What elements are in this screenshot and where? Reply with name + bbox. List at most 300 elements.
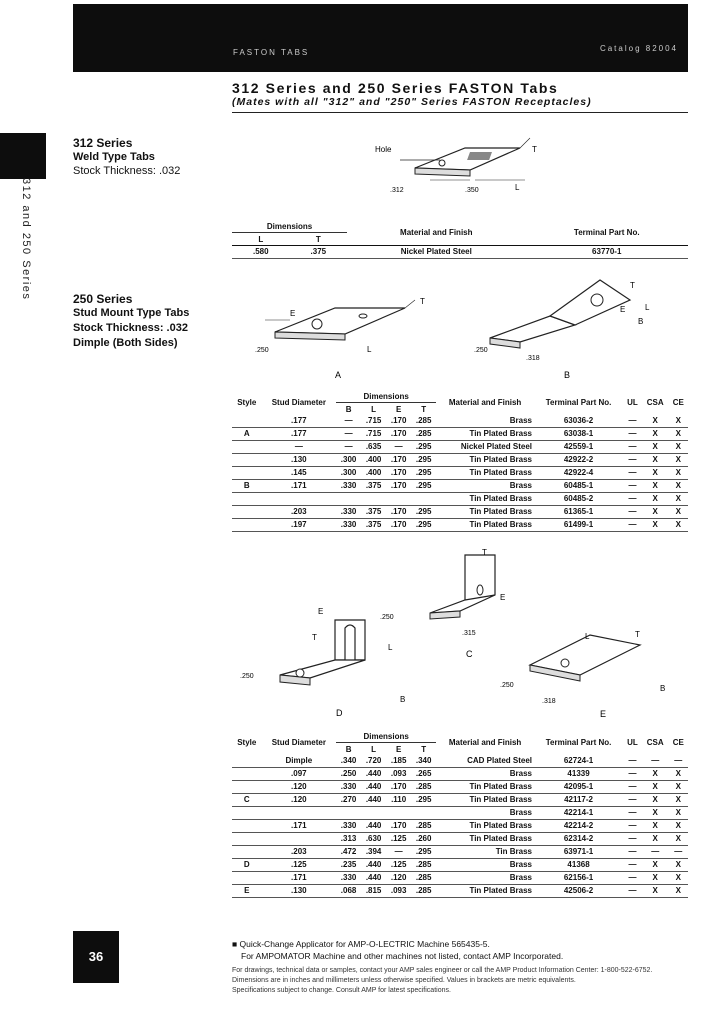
table-row [232,768,688,781]
cell-l: .440 [361,781,386,794]
cell-m1: — [623,506,642,519]
fig-e-t: T [635,630,640,639]
cell-b [336,807,361,820]
cell-m2: — [642,755,669,768]
cell-style: C [232,794,262,807]
fig-a-e: E [290,309,296,318]
section-250-type: Stud Mount Type Tabs [73,307,190,319]
cell-m1: — [623,781,642,794]
cell-m3: X [669,872,688,885]
cell-l: .394 [361,846,386,859]
cell-m1: — [623,519,642,532]
table-row [232,885,688,898]
cell-t: .295 [411,480,436,493]
cell-stud: .197 [262,519,336,532]
th-dimensions: Dimensions [232,220,347,233]
cell-m2: X [642,415,669,428]
cell-style [232,820,262,833]
cell-material: Nickel Plated Steel [436,441,534,454]
side-label: 312 and 250 Series [20,178,32,301]
fig-e-l: L [585,632,590,641]
table-row [232,441,688,454]
cell-style: E [232,885,262,898]
cell-stud: .120 [262,794,336,807]
title-divider [232,112,688,113]
section-250-heading: 250 Series [73,292,133,306]
th-ul: UL [627,398,638,407]
table-row [232,480,688,493]
cell-l: .440 [361,768,386,781]
fig-e-250: .250 [500,682,514,689]
cell-t: .285 [411,859,436,872]
cell-stud: .120 [262,781,336,794]
cell-m1: — [623,833,642,846]
cell-t: .295 [411,454,436,467]
th-ul: UL [627,738,638,747]
fig-b-e: E [620,305,626,314]
table-250-a-b [232,390,688,532]
section-312-heading: 312 Series [73,136,133,150]
cell-l: .440 [361,820,386,833]
cell-m3: X [669,833,688,846]
cell-e: .170 [386,428,411,441]
cell-m3: X [669,441,688,454]
cell-part: 61365-1 [534,506,623,519]
cell-m3: X [669,807,688,820]
cell-b: — [336,428,361,441]
cell-e: .170 [386,781,411,794]
fig-d-l: L [388,643,393,652]
cell-stud: Dimple [262,755,336,768]
fig-d-label: D [336,708,343,718]
cell-material: Tin Plated Brass [436,781,534,794]
cell-m1: — [623,885,642,898]
cell-m3: X [669,859,688,872]
cell-t: .260 [411,833,436,846]
fig-d-e: E [318,607,324,616]
cell-b: .300 [336,454,361,467]
cell-material: CAD Plated Steel [436,755,534,768]
cell-l: .440 [361,794,386,807]
cell-m2: X [642,493,669,506]
cell-material: Tin Plated Brass [436,519,534,532]
cell-e: .110 [386,794,411,807]
cell-m1: — [623,454,642,467]
cell-t: .265 [411,768,436,781]
fig-b-label: B [564,370,571,380]
cell-m2: — [642,846,669,859]
th-t: T [315,234,321,244]
cell-t [411,493,436,506]
cell-m3: X [669,415,688,428]
cell-stud [262,807,336,820]
cell-material: Tin Plated Brass [436,885,534,898]
cell-m2: X [642,807,669,820]
cell-b: .330 [336,872,361,885]
section-250-thickness: Stock Thickness: .032 [73,322,188,334]
cell-e: .170 [386,415,411,428]
cell-part: 63770-1 [525,246,688,259]
cell-m3: X [669,885,688,898]
cell-b: — [336,441,361,454]
cell-m1: — [623,807,642,820]
cell-stud: .177 [262,415,336,428]
cell-b: .330 [336,820,361,833]
cell-stud: .171 [262,872,336,885]
cell-m3: X [669,506,688,519]
cell-e: .170 [386,467,411,480]
footnote-2: For AMPOMATOR Machine and other machines not listed, contact AMP Incorporated. [241,951,564,961]
th-ce: CE [672,398,684,407]
fine-print-2: Dimensions are in inches and millimeters unless otherwise specified. Values in brackets are metric equivalents. [232,977,576,984]
table-row [232,859,688,872]
page-subtitle: (Mates with all "312" and "250" Series FASTON Receptacles) [232,96,592,108]
table-row [232,781,688,794]
cell-m2: X [642,872,669,885]
cell-material: Tin Plated Brass [436,820,534,833]
cell-l: .715 [361,428,386,441]
cell-l: .630 [361,833,386,846]
table-row [232,755,688,768]
cell-m3: — [669,846,688,859]
cell-m2: X [642,833,669,846]
cell-e: — [386,846,411,859]
weld-l-label: L [515,183,520,192]
table-row [232,794,688,807]
cell-style [232,506,262,519]
cell-b: .340 [336,755,361,768]
table-row [232,415,688,428]
th-style: Style [237,398,257,407]
cell-stud [262,493,336,506]
cell-material: Brass [436,480,534,493]
cell-e: .170 [386,506,411,519]
cell-t: .295 [411,794,436,807]
cell-style [232,755,262,768]
cell-part: 63036-2 [534,415,623,428]
cell-stud [262,833,336,846]
cell-l: .400 [361,467,386,480]
cell-m2: X [642,768,669,781]
cell-m2: X [642,519,669,532]
cell-t: .285 [411,885,436,898]
cell-b [336,493,361,506]
table-row [232,846,688,859]
table-row [232,506,688,519]
th-style: Style [237,738,257,747]
cell-material: Tin Brass [436,846,534,859]
cell-m3: X [669,794,688,807]
cell-t: .285 [411,820,436,833]
cell-part: 63038-1 [534,428,623,441]
cell-e: .170 [386,820,411,833]
cell-m2: X [642,781,669,794]
fine-print-1: For drawings, technical data or samples, contact your AMP sales engineer or call the AMP Product Information Center: 1-800-522-6752. [232,967,653,974]
cell-m3: X [669,493,688,506]
cell-part: 42095-1 [534,781,623,794]
cell-t: .285 [411,781,436,794]
table-row [232,820,688,833]
th-e: E [395,744,402,754]
cell-material: Tin Plated Brass [436,833,534,846]
th-part: Terminal Part No. [545,738,612,747]
cell-stud: .125 [262,859,336,872]
cell-m2: X [642,885,669,898]
cell-e: .093 [386,885,411,898]
fig-e-label: E [600,709,607,719]
cell-b: .472 [336,846,361,859]
cell-style [232,833,262,846]
fine-print-3: Specifications subject to change. Consult AMP for latest specifications. [232,987,451,994]
cell-m1: — [623,794,642,807]
stud-tab-b-drawing [460,270,660,380]
cell-part: 63971-1 [534,846,623,859]
fig-c-315: .315 [462,630,476,637]
stud-tab-a-drawing [255,290,435,380]
th-t: T [421,744,427,754]
cell-e: .120 [386,872,411,885]
cell-style [232,415,262,428]
section-250-dimple: Dimple (Both Sides) [73,337,178,349]
stud-tab-e-drawing [490,625,680,720]
cell-l: .375 [361,519,386,532]
cell-m1: — [623,755,642,768]
cell-b: .313 [336,833,361,846]
cell-material: Tin Plated Brass [436,493,534,506]
cell-part: 62156-1 [534,872,623,885]
cell-style [232,519,262,532]
cell-style [232,441,262,454]
cell-part: 42117-2 [534,794,623,807]
cell-m1: — [623,415,642,428]
cell-material: Brass [436,768,534,781]
fig-a-t: T [420,297,425,306]
th-material: Material and Finish [448,738,522,747]
cell-style [232,493,262,506]
cell-part: 42214-2 [534,820,623,833]
table-row [232,519,688,532]
cell-m1: — [623,820,642,833]
cell-stud: .171 [262,820,336,833]
th-material: Material and Finish [400,228,473,237]
th-l: L [258,234,264,244]
table-250-c-d-e [232,730,688,898]
cell-stud: .130 [262,885,336,898]
cell-material: Tin Plated Brass [436,794,534,807]
cell-l: .720 [361,755,386,768]
cell-l: .440 [361,872,386,885]
fig-c-label: C [466,649,473,659]
weld-t-label: T [532,145,537,154]
cell-m2: X [642,441,669,454]
fig-d-b: B [400,695,406,704]
cell-l: .635 [361,441,386,454]
table-row [232,872,688,885]
cell-material: Brass [436,807,534,820]
th-dimensions: Dimensions [336,390,436,403]
section-312-thickness: Stock Thickness: .032 [73,165,181,177]
cell-l: .375 [361,480,386,493]
cell-m1: — [623,859,642,872]
th-csa: CSA [646,398,664,407]
cell-l: .580 [232,246,290,259]
cell-stud: .203 [262,506,336,519]
cell-style [232,768,262,781]
cell-b: .270 [336,794,361,807]
cell-t: .285 [411,415,436,428]
section-312-type: Weld Type Tabs [73,151,155,163]
cell-e [386,807,411,820]
cell-b: .330 [336,506,361,519]
fig-e-318: .318 [542,698,556,705]
cell-t: .295 [411,519,436,532]
header-left-text: FASTON TABS [233,48,310,57]
cell-part: 42922-4 [534,467,623,480]
cell-b: .330 [336,480,361,493]
th-b: B [345,744,352,754]
cell-m1: — [623,768,642,781]
th-l: L [371,744,377,754]
cell-material: Tin Plated Brass [436,467,534,480]
fig-b-b: B [638,317,644,326]
cell-m1: — [623,480,642,493]
cell-part: 60485-1 [534,480,623,493]
cell-m3: X [669,480,688,493]
weld-hole-label: Hole [375,145,392,154]
cell-l [361,493,386,506]
cell-m2: X [642,506,669,519]
cell-b: .330 [336,519,361,532]
cell-b: .300 [336,467,361,480]
page-title: 312 Series and 250 Series FASTON Tabs [232,80,559,96]
th-e: E [395,404,402,414]
fig-d-t: T [312,633,317,642]
cell-e: .185 [386,755,411,768]
table-row [232,833,688,846]
cell-m2: X [642,480,669,493]
cell-b: .330 [336,781,361,794]
cell-material: Brass [436,859,534,872]
cell-b: — [336,415,361,428]
cell-m2: X [642,820,669,833]
fig-b-318: .318 [526,355,540,362]
cell-stud: — [262,441,336,454]
th-stud: Stud Diameter [271,398,326,407]
page-number: 36 [73,931,119,983]
cell-l: .400 [361,454,386,467]
fig-b-250: .250 [474,347,488,354]
th-part: Terminal Part No. [573,228,640,237]
cell-stud: .097 [262,768,336,781]
weld-d2-label: .350 [465,187,479,194]
cell-m3: X [669,781,688,794]
cell-style [232,467,262,480]
cell-stud: .171 [262,480,336,493]
header-bar [73,4,688,72]
cell-t: .295 [411,467,436,480]
cell-style [232,454,262,467]
th-l: L [371,404,377,414]
cell-m2: X [642,467,669,480]
th-stud: Stud Diameter [271,738,326,747]
cell-m2: X [642,428,669,441]
th-b: B [345,404,352,414]
cell-b: .235 [336,859,361,872]
cell-e: .093 [386,768,411,781]
cell-part: 62724-1 [534,755,623,768]
fig-a-l: L [367,345,372,354]
th-t: T [421,404,427,414]
cell-m3: X [669,820,688,833]
cell-stud: .130 [262,454,336,467]
cell-material: Brass [436,872,534,885]
cell-t: .295 [411,506,436,519]
cell-t: .295 [411,441,436,454]
fig-a-label: A [335,370,342,380]
table-row [232,454,688,467]
header-right-text: Catalog 82004 [599,44,678,53]
cell-l: .440 [361,859,386,872]
cell-e: .125 [386,859,411,872]
cell-m3: — [669,755,688,768]
cell-t: .285 [411,872,436,885]
th-material: Material and Finish [448,398,522,407]
cell-material: Brass [436,415,534,428]
table-row [232,493,688,506]
cell-m2: X [642,454,669,467]
cell-l: .375 [361,506,386,519]
cell-part: 41339 [534,768,623,781]
fig-a-250: .250 [255,347,269,354]
th-csa: CSA [646,738,664,747]
footnote-1-text: Quick-Change Applicator for AMP-O-LECTRIC Machine 565435-5. [239,939,490,949]
cell-t: .285 [411,428,436,441]
cell-m1: — [623,428,642,441]
cell-part: 42922-2 [534,454,623,467]
cell-e: .170 [386,454,411,467]
cell-stud: .203 [262,846,336,859]
cell-style [232,872,262,885]
cell-t: .340 [411,755,436,768]
cell-stud: .145 [262,467,336,480]
cell-m3: X [669,454,688,467]
cell-material: Tin Plated Brass [436,428,534,441]
table-row [232,467,688,480]
cell-m2: X [642,859,669,872]
cell-style: A [232,428,262,441]
fig-e-b: B [660,684,666,693]
cell-material: Tin Plated Brass [436,506,534,519]
fig-b-l: L [645,303,650,312]
cell-m1: — [623,846,642,859]
fig-c-250: .250 [380,614,394,621]
th-dimensions: Dimensions [336,730,436,743]
weld-tab-drawing [370,130,570,200]
table-row [232,807,688,820]
cell-style [232,781,262,794]
side-tab-marker [0,133,46,179]
table-row [232,428,688,441]
cell-m1: — [623,493,642,506]
cell-m1: — [623,441,642,454]
cell-b: .068 [336,885,361,898]
cell-m3: X [669,428,688,441]
cell-part: 60485-2 [534,493,623,506]
cell-e: — [386,441,411,454]
cell-style: D [232,859,262,872]
cell-part: 41368 [534,859,623,872]
cell-e: .170 [386,519,411,532]
